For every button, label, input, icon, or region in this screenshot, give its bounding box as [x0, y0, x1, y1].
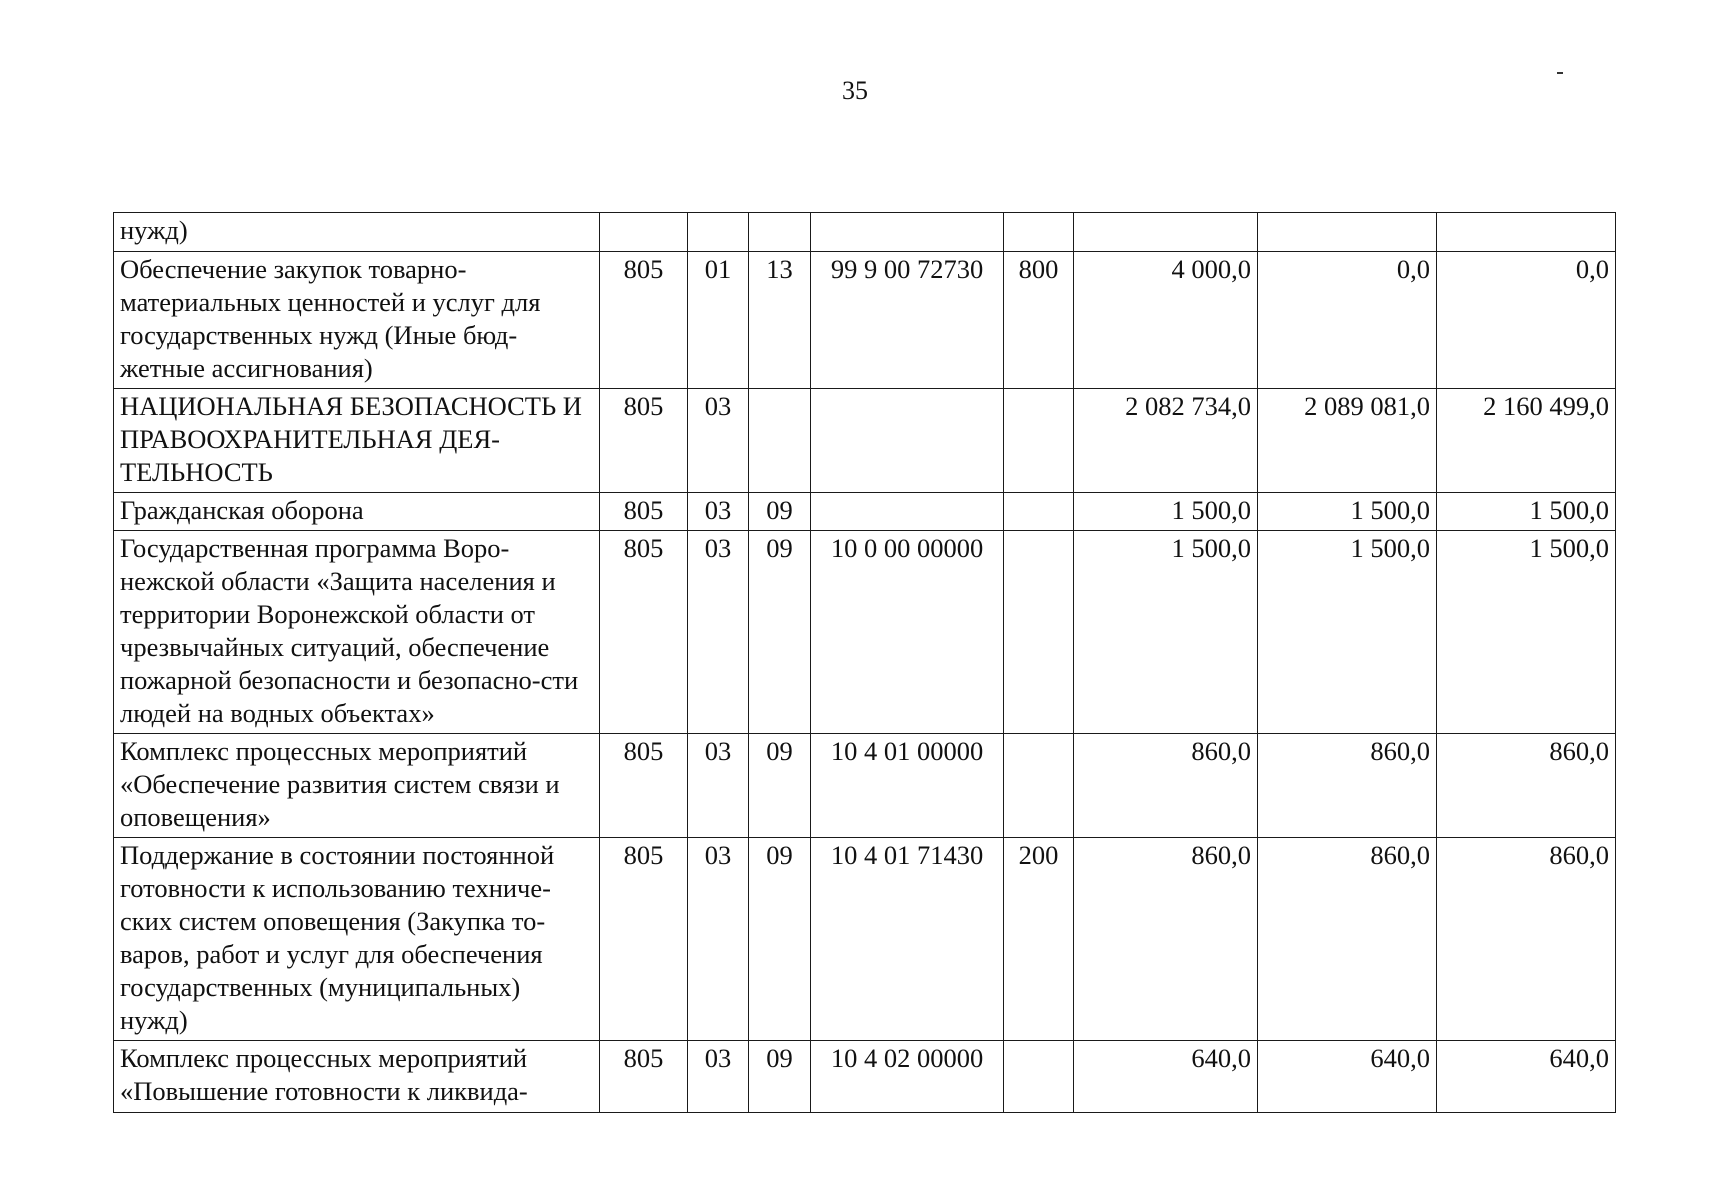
cell-section: 03 [688, 389, 749, 493]
cell-subsection: 09 [749, 1041, 811, 1113]
cell-amount-2: 1 500,0 [1258, 493, 1437, 531]
table-row [114, 838, 1616, 1041]
row-name: Комплекс процессных мероприятий «Повышение готовности к ликвида- [114, 1041, 600, 1113]
cell-amount-2: 860,0 [1258, 734, 1437, 838]
cell-subsection: 09 [749, 531, 811, 734]
cell-amount-3: 1 500,0 [1437, 531, 1616, 734]
cell-amount-2: 2 089 081,0 [1258, 389, 1437, 493]
cell-amount-1: 860,0 [1074, 734, 1258, 838]
cell-section: 03 [688, 531, 749, 734]
cell-amount-1: 2 082 734,0 [1074, 389, 1258, 493]
cell-target-article: 10 4 01 00000 [811, 734, 1004, 838]
page-number: 35 [842, 76, 868, 105]
cell-amount-2: 0,0 [1258, 252, 1437, 389]
cell-amount-1: 860,0 [1074, 838, 1258, 1041]
cell-amount-3: 860,0 [1437, 838, 1616, 1041]
cell-expense-type [1004, 213, 1074, 252]
cell-grbs: 805 [600, 734, 688, 838]
row-name: нужд) [114, 213, 600, 252]
cell-section: 03 [688, 1041, 749, 1113]
cell-grbs: 805 [600, 838, 688, 1041]
cell-grbs: 805 [600, 389, 688, 493]
table-row [114, 252, 1616, 389]
row-name: Гражданская оборона [114, 493, 600, 531]
row-name: Поддержание в состоянии постоянной готовности к использованию техниче-ских систем оповещения (Закупка то-варов, работ и услуг для обеспечения государственных (муниципальных) нужд) [114, 838, 600, 1041]
cell-subsection [749, 213, 811, 252]
cell-grbs: 805 [600, 252, 688, 389]
cell-section: 03 [688, 838, 749, 1041]
cell-subsection: 09 [749, 734, 811, 838]
table-row [114, 531, 1616, 734]
cell-section: 03 [688, 734, 749, 838]
budget-table [113, 212, 1616, 1113]
cell-section: 03 [688, 493, 749, 531]
row-name: Обеспечение закупок товарно-материальных ценностей и услуг для государственных нужд (Иные бюд-жетные ассигнования) [114, 252, 600, 389]
table-row [114, 389, 1616, 493]
cell-target-article: 10 4 01 71430 [811, 838, 1004, 1041]
cell-grbs: 805 [600, 493, 688, 531]
cell-grbs: 805 [600, 531, 688, 734]
cell-target-article: 99 9 00 72730 [811, 252, 1004, 389]
cell-amount-3: 1 500,0 [1437, 493, 1616, 531]
table-row [114, 1041, 1616, 1113]
cell-amount-1 [1074, 213, 1258, 252]
cell-expense-type [1004, 531, 1074, 734]
cell-expense-type [1004, 493, 1074, 531]
cell-amount-1: 1 500,0 [1074, 531, 1258, 734]
cell-amount-3 [1437, 213, 1616, 252]
cell-grbs [600, 213, 688, 252]
cell-amount-2: 860,0 [1258, 838, 1437, 1041]
cell-amount-3: 640,0 [1437, 1041, 1616, 1113]
cell-expense-type [1004, 1041, 1074, 1113]
cell-subsection: 09 [749, 838, 811, 1041]
cell-amount-2: 640,0 [1258, 1041, 1437, 1113]
cell-target-article [811, 213, 1004, 252]
row-name: НАЦИОНАЛЬНАЯ БЕЗОПАСНОСТЬ И ПРАВООХРАНИТЕЛЬНАЯ ДЕЯ-ТЕЛЬНОСТЬ [114, 389, 600, 493]
cell-section: 01 [688, 252, 749, 389]
cell-expense-type: 200 [1004, 838, 1074, 1041]
table-row [114, 734, 1616, 838]
table-row [114, 213, 1616, 252]
cell-amount-1: 1 500,0 [1074, 493, 1258, 531]
cell-target-article [811, 389, 1004, 493]
cell-amount-1: 640,0 [1074, 1041, 1258, 1113]
cell-subsection: 13 [749, 252, 811, 389]
row-name: Государственная программа Воро-нежской области «Защита населения и территории Воронежской области от чрезвычайных ситуаций, обеспечение пожарной безопасности и безопасно-сти людей на водных объектах» [114, 531, 600, 734]
cell-expense-type: 800 [1004, 252, 1074, 389]
cell-amount-3: 0,0 [1437, 252, 1616, 389]
cell-subsection: 09 [749, 493, 811, 531]
cell-amount-2 [1258, 213, 1437, 252]
cell-amount-3: 2 160 499,0 [1437, 389, 1616, 493]
cell-expense-type [1004, 734, 1074, 838]
cell-grbs: 805 [600, 1041, 688, 1113]
cell-subsection [749, 389, 811, 493]
cell-expense-type [1004, 389, 1074, 493]
cell-amount-1: 4 000,0 [1074, 252, 1258, 389]
cell-target-article: 10 4 02 00000 [811, 1041, 1004, 1113]
cell-target-article [811, 493, 1004, 531]
row-name: Комплекс процессных мероприятий «Обеспечение развития систем связи и оповещения» [114, 734, 600, 838]
cell-amount-2: 1 500,0 [1258, 531, 1437, 734]
scan-artifact-mark [1557, 72, 1563, 74]
cell-section [688, 213, 749, 252]
cell-amount-3: 860,0 [1437, 734, 1616, 838]
table-row [114, 493, 1616, 531]
cell-target-article: 10 0 00 00000 [811, 531, 1004, 734]
